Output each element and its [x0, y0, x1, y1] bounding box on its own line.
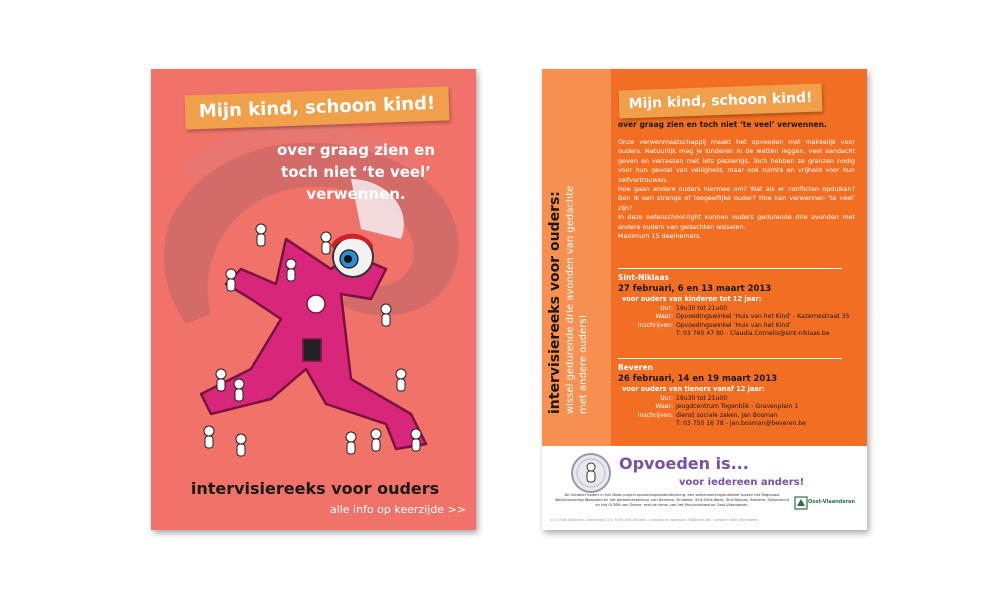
divider: [618, 358, 842, 359]
session-details: [618, 395, 809, 429]
slogan-line-2: voor iedereen anders!: [679, 477, 805, 488]
province-name: Oost-Vlaanderen: [808, 499, 856, 505]
more-info-link: alle info op keerzijde >>: [329, 503, 466, 516]
province-logo-icon: [794, 496, 808, 510]
detail-label: Inschrijven:: [637, 321, 673, 329]
title-text: Mijn kind, schoon kind!: [628, 89, 813, 113]
detail-value: Jeugdcentrum Togenblik - Gravenplein 1: [676, 403, 799, 411]
title-text: Mijn kind, schoon kind!: [198, 92, 436, 123]
detail-value: dienst sociale zaken, Jan Bosman: [676, 411, 778, 419]
detail-value: T: 03 750 16 78 - jan.bosman@beveren.be: [676, 420, 806, 428]
session-details: [618, 305, 852, 339]
running-figure-cartoon: [191, 199, 451, 479]
detail-label: Inschrijven:: [637, 411, 673, 419]
intro-paragraph: Onze verwenmaatschappij maakt het opvoeden niet makkelijk voor ouders. Natuurlijk mag je kinderen in de watten leggen, veel aandacht geven en verrassen met iets plezierigs. Toch hebben ze grenzen nodig voor hun gevoel van veiligheid, maar ook ruimte en vrijheid voor hun zelfvertrouwen.: [618, 138, 855, 184]
subtitle-text: over graag zien en toch niet ‘te veel’ verwennen.: [276, 141, 435, 203]
session-city: Beveren: [618, 363, 653, 372]
door-shape: [303, 339, 321, 361]
detail-value: Opvoedingswinkel ‘Huis van het Kind’ - Kazernestraat 35: [676, 313, 850, 321]
side-band: [542, 69, 611, 446]
detail-value: Opvoedingswinkel ‘Huis van het Kind’: [676, 321, 792, 329]
series-title: intervisiereeks voor ouders: [190, 479, 440, 498]
detail-value: 19u30 tot 21u00: [676, 305, 728, 312]
session-audience: voor ouders van kinderen tot 12 jaar:: [622, 295, 762, 303]
intro-paragraph: Maximum 15 deelnemers.: [618, 232, 702, 241]
session-beveren: [618, 363, 858, 429]
detail-label: [618, 420, 676, 428]
vertical-subtitle-2: met andere ouders!: [578, 314, 589, 414]
subtitle-text: over graag zien en toch niet ‘te veel’ verwennen.: [618, 120, 827, 129]
detail-label: Uur:: [660, 305, 673, 312]
back-flyer: [542, 69, 867, 530]
credits-line: V.U.: Roel Wollants, Lamstraat 113, 9100 Sint-Niklaas - concept en opmaak: FABworks.be - cartoon: Koen Reynaerts: [550, 518, 759, 522]
divider: [618, 268, 842, 269]
session-city: Sint-Niklaas: [618, 273, 670, 282]
session-dates: 27 februari, 6 en 13 maart 2013: [618, 284, 772, 294]
vertical-title: intervisiereeks voor ouders:: [547, 191, 563, 414]
opvoeden-logo-icon: [569, 452, 613, 494]
intro-paragraph: Hoe gaan andere ouders hiermee om? Wat als er conflicten opduiken? Ben ik een strenge of toegeeflijke ouder? Hoe kan verwennen ‘te veel’ zijn?: [618, 185, 855, 212]
detail-value: 19u30 tot 21u00: [676, 395, 728, 402]
detail-label: Waar:: [655, 403, 673, 411]
session-dates: 26 februari, 14 en 19 maart 2013: [618, 374, 778, 384]
intro-text: [618, 138, 855, 241]
slogan-line-1: Opvoeden is...: [619, 454, 749, 473]
detail-label: Waar:: [655, 313, 673, 321]
detail-label: Uur:: [660, 395, 673, 402]
detail-label: [618, 330, 676, 338]
vertical-subtitle-1: wissel gedurende drie avonden van gedachte: [565, 185, 576, 414]
intro-paragraph: In deze oefenschool-light kunnen ouders gedurende drie avonden met andere ouders van gedachten wisselen.: [618, 213, 855, 231]
detail-value: T: 03 760 47 90 - Claudia.Cornelis@sint-niklaas.be: [676, 330, 830, 338]
session-audience: voor ouders van tieners vanaf 12 jaar:: [622, 385, 765, 393]
front-flyer: [151, 69, 476, 530]
footer-panel: [542, 446, 867, 530]
fine-print: Dit initiatief kadert in het Waas project opvoedingsondersteuning, een samenwerkingsinitiatief tussen het Regionaal Welzijnsoverleg Waasland en het gemeentebestuur van Beveren, Kruibeke, Sint-Gillis-Waas, Sint-Niklaas, Stekene, Zwijndrecht en het OCMW van Temse, met de steun van het Provinciebestuur Oost-Vlaanderen.: [554, 493, 790, 507]
vertical-heading: [547, 104, 607, 414]
title-banner: [619, 83, 823, 118]
session-sint-niklaas: [618, 273, 858, 339]
